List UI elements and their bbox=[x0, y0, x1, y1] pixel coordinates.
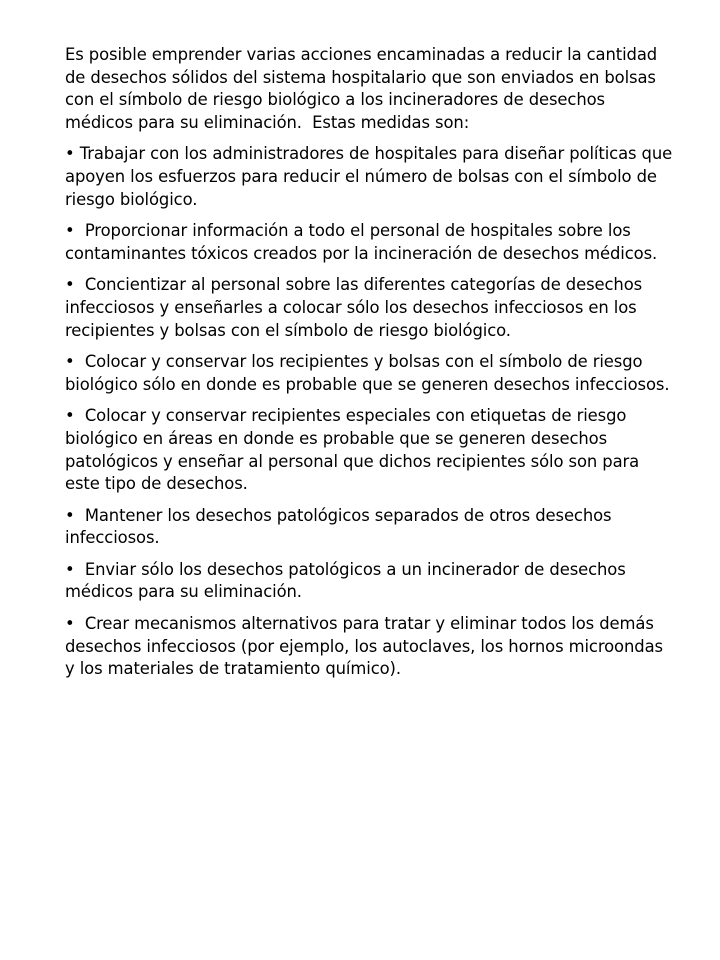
bullet-item bbox=[65, 274, 675, 342]
bullet-text: Concientizar al personal sobre las diferentes categorías de desechos infecciosos y enseñarles a colocar sólo los desechos infecciosos en los recipientes y bolsas con el símbolo de riesgo biológico. bbox=[65, 275, 643, 340]
document-page bbox=[65, 44, 675, 690]
bullet-item bbox=[65, 405, 675, 495]
bullet-symbol: • bbox=[65, 505, 75, 525]
bullet-text: Trabajar con los administradores de hospitales para diseñar políticas que apoyen los esfuerzos para reducir el número de bolsas con el símbolo de riesgo biológico. bbox=[65, 144, 673, 209]
bullet-symbol: • bbox=[65, 221, 75, 241]
bullet-item bbox=[65, 143, 675, 211]
bullet-item bbox=[65, 351, 675, 396]
bullet-symbol: • bbox=[65, 352, 75, 372]
bullet-symbol: • bbox=[65, 144, 75, 164]
bullet-symbol: • bbox=[65, 275, 75, 295]
bullet-text: Enviar sólo los desechos patológicos a un incinerador de desechos médicos para su eliminación. bbox=[65, 559, 626, 602]
bullet-text: Colocar y conservar recipientes especiales con etiquetas de riesgo biológico en áreas en donde es probable que se generen desechos patológicos y enseñar al personal que dichos recipientes sólo son para este tipo de desechos. bbox=[65, 406, 640, 494]
bullet-item bbox=[65, 220, 675, 265]
bullet-text: Crear mecanismos alternativos para tratar y eliminar todos los demás desechos infecciosos (por ejemplo, los autoclaves, los hornos microondas y los materiales de tratamiento químico). bbox=[65, 614, 663, 679]
bullet-item bbox=[65, 613, 675, 681]
intro-paragraph: Es posible emprender varias acciones encaminadas a reducir la cantidad de desechos sólidos del sistema hospitalario que son enviados en bolsas con el símbolo de riesgo biológico a los incineradores de desechos médicos para su eliminación. Estas medidas son: bbox=[65, 45, 658, 132]
bullet-item bbox=[65, 505, 675, 550]
bullet-text: Mantener los desechos patológicos separados de otros desechos infecciosos. bbox=[65, 505, 612, 548]
bullet-text: Proporcionar información a todo el personal de hospitales sobre los contaminantes tóxicos creados por la incineración de desechos médicos. bbox=[65, 221, 658, 263]
bullet-symbol: • bbox=[65, 406, 75, 426]
bullet-item bbox=[65, 559, 675, 604]
bullet-text: Colocar y conservar los recipientes y bolsas con el símbolo de riesgo biológico sólo en donde es probable que se generen desechos infecciosos. bbox=[65, 352, 670, 394]
bullet-symbol: • bbox=[65, 559, 75, 579]
bullet-symbol: • bbox=[65, 614, 75, 634]
